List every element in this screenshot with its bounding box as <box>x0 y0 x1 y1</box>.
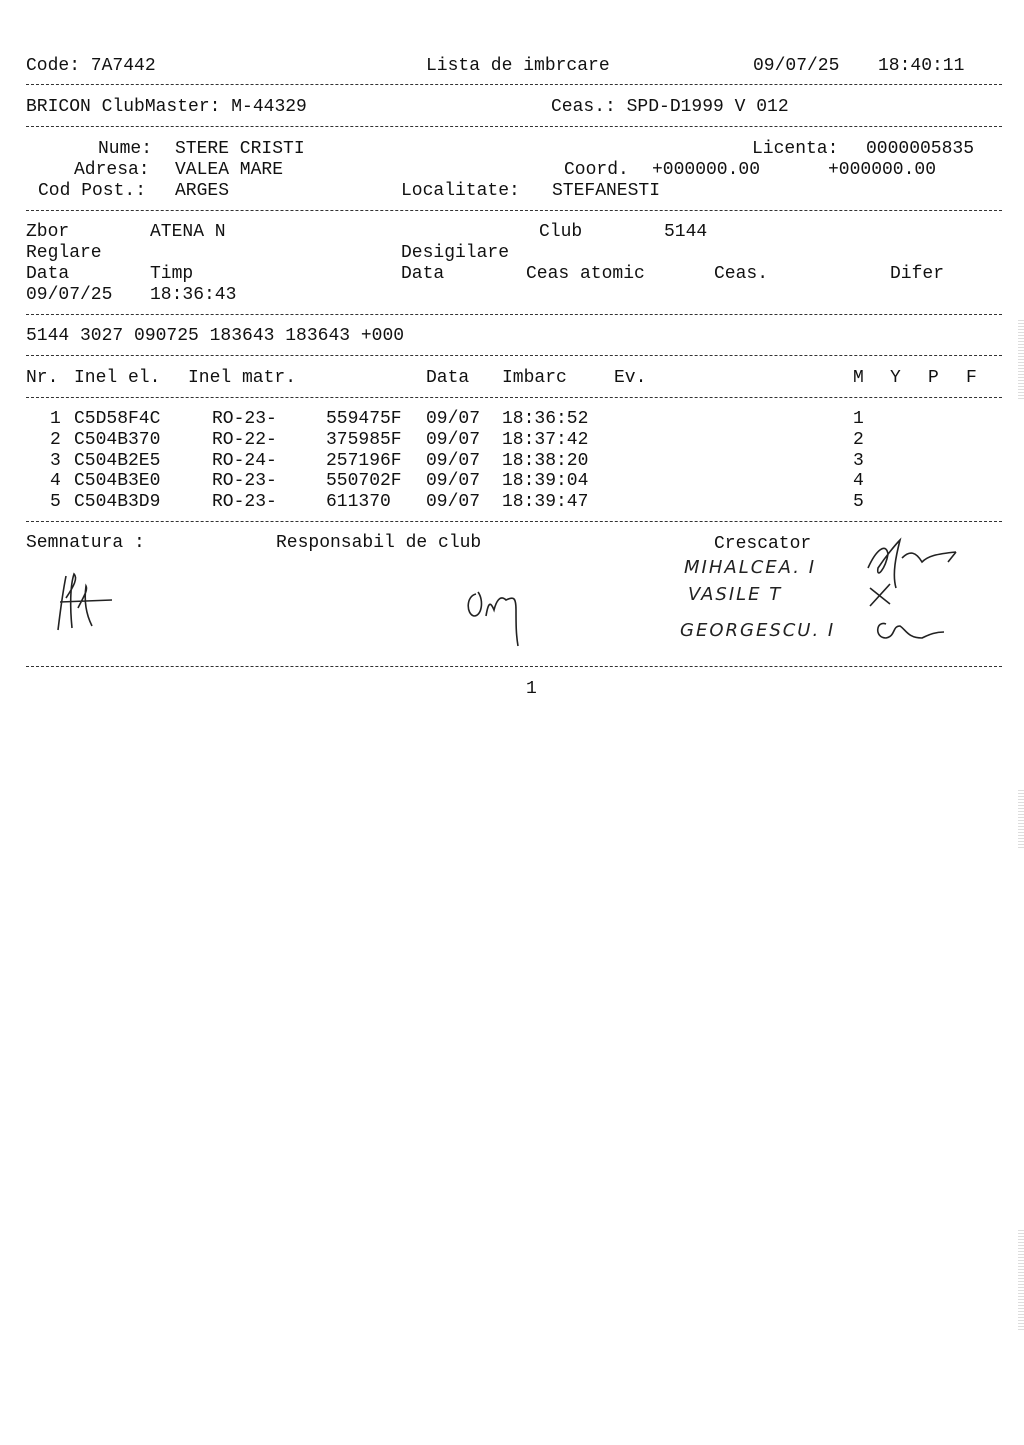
license-number: 0000005835 <box>866 139 975 159</box>
scan-artifact <box>1018 790 1024 850</box>
divider <box>26 126 1002 127</box>
row-nr: 2 <box>50 430 61 450</box>
owner-postcode: ARGES <box>175 181 230 201</box>
col-imbarc: Imbarc <box>502 368 567 388</box>
owner-locality: STEFANESTI <box>552 181 661 201</box>
col-f: F <box>966 368 977 388</box>
divider <box>26 210 1002 211</box>
row-inel-el: C504B370 <box>74 430 161 450</box>
document-title: Lista de imbrcare <box>426 56 610 76</box>
row-number: 375985F <box>326 430 402 450</box>
row-time: 18:37:42 <box>502 430 589 450</box>
license-label: Licenta: <box>752 139 839 159</box>
document-code: Code: 7A7442 <box>26 56 156 76</box>
software-version: BRICON ClubMaster: M-44329 <box>26 97 307 117</box>
row-time: 18:36:52 <box>502 409 589 429</box>
club-label: Club <box>539 222 583 242</box>
row-date: 09/07 <box>426 492 481 512</box>
name-label: Nume: <box>98 139 153 159</box>
desigilare-label: Desigilare <box>401 243 510 263</box>
row-m: 2 <box>853 430 864 450</box>
clock-id: Ceas.: SPD-D1999 V 012 <box>551 97 789 117</box>
row-inel-el: C504B3D9 <box>74 492 161 512</box>
row-time: 18:38:20 <box>502 451 589 471</box>
ceas-atomic-label: Ceas atomic <box>526 264 645 284</box>
row-date: 09/07 <box>426 451 481 471</box>
row-m: 5 <box>853 492 864 512</box>
ceas-label: Ceas. <box>714 264 769 284</box>
row-number: 257196F <box>326 451 402 471</box>
row-series: RO-22- <box>212 430 277 450</box>
col-inel-matr: Inel matr. <box>188 368 297 388</box>
divider <box>26 355 1002 356</box>
reglare-date: 09/07/25 <box>26 285 113 305</box>
col-p: P <box>928 368 939 388</box>
row-number: 559475F <box>326 409 402 429</box>
row-inel-el: C504B2E5 <box>74 451 161 471</box>
row-nr: 4 <box>50 471 61 491</box>
row-inel-el: C504B3E0 <box>74 471 161 491</box>
responsabil-label: Responsabil de club <box>276 533 482 553</box>
row-date: 09/07 <box>426 409 481 429</box>
row-nr: 3 <box>50 451 61 471</box>
crescator-label: Crescator <box>714 534 812 554</box>
row-series: RO-23- <box>212 409 277 429</box>
coord-label: Coord. <box>564 160 629 180</box>
semnatura-label: Semnatura : <box>26 533 145 553</box>
zbor-label: Zbor <box>26 222 70 242</box>
divider <box>26 666 1002 667</box>
club-signature <box>462 580 526 650</box>
col-data: Data <box>426 368 470 388</box>
page-number: 1 <box>526 679 537 699</box>
club-number: 5144 <box>664 222 708 242</box>
col-ev: Ev. <box>614 368 647 388</box>
timp-label: Timp <box>150 264 194 284</box>
owner-address: VALEA MARE <box>175 160 284 180</box>
row-m: 1 <box>853 409 864 429</box>
address-label: Adresa: <box>74 160 150 180</box>
col-inel-el: Inel el. <box>74 368 161 388</box>
row-m: 3 <box>853 451 864 471</box>
divider <box>26 84 1002 85</box>
print-date: 09/07/25 <box>753 56 840 76</box>
col-y: Y <box>890 368 901 388</box>
row-time: 18:39:47 <box>502 492 589 512</box>
divider <box>26 397 1002 398</box>
row-inel-el: C5D58F4C <box>74 409 161 429</box>
flight-name: ATENA N <box>150 222 226 242</box>
breeder-signature <box>856 528 972 648</box>
row-date: 09/07 <box>426 430 481 450</box>
scan-artifact <box>1018 1230 1024 1330</box>
owner-name: STERE CRISTI <box>175 139 305 159</box>
row-series: RO-24- <box>212 451 277 471</box>
breeder-name-3: GEORGESCU. I <box>680 620 836 641</box>
breeder-name-2: VASILE T <box>688 584 783 605</box>
row-m: 4 <box>853 471 864 491</box>
row-nr: 5 <box>50 492 61 512</box>
row-time: 18:39:04 <box>502 471 589 491</box>
row-nr: 1 <box>50 409 61 429</box>
coord-x: +000000.00 <box>652 160 761 180</box>
divider <box>26 314 1002 315</box>
difer-label: Difer <box>890 264 945 284</box>
reglare-label: Reglare <box>26 243 102 263</box>
clock-code-line: 5144 3027 090725 183643 183643 +000 <box>26 326 405 346</box>
data-label: Data <box>26 264 70 284</box>
row-date: 09/07 <box>426 471 481 491</box>
locality-label: Localitate: <box>401 181 520 201</box>
print-time: 18:40:11 <box>878 56 965 76</box>
divider <box>26 521 1002 522</box>
scan-artifact <box>1018 320 1024 400</box>
data-label-2: Data <box>401 264 445 284</box>
reglare-time: 18:36:43 <box>150 285 237 305</box>
col-m: M <box>853 368 864 388</box>
col-nr: Nr. <box>26 368 59 388</box>
coord-y: +000000.00 <box>828 160 937 180</box>
row-series: RO-23- <box>212 492 277 512</box>
row-number: 550702F <box>326 471 402 491</box>
row-number: 611370 <box>326 492 391 512</box>
postcode-label: Cod Post.: <box>38 181 147 201</box>
owner-signature <box>52 568 122 638</box>
row-series: RO-23- <box>212 471 277 491</box>
breeder-name-1: MIHALCEA. I <box>684 557 817 578</box>
